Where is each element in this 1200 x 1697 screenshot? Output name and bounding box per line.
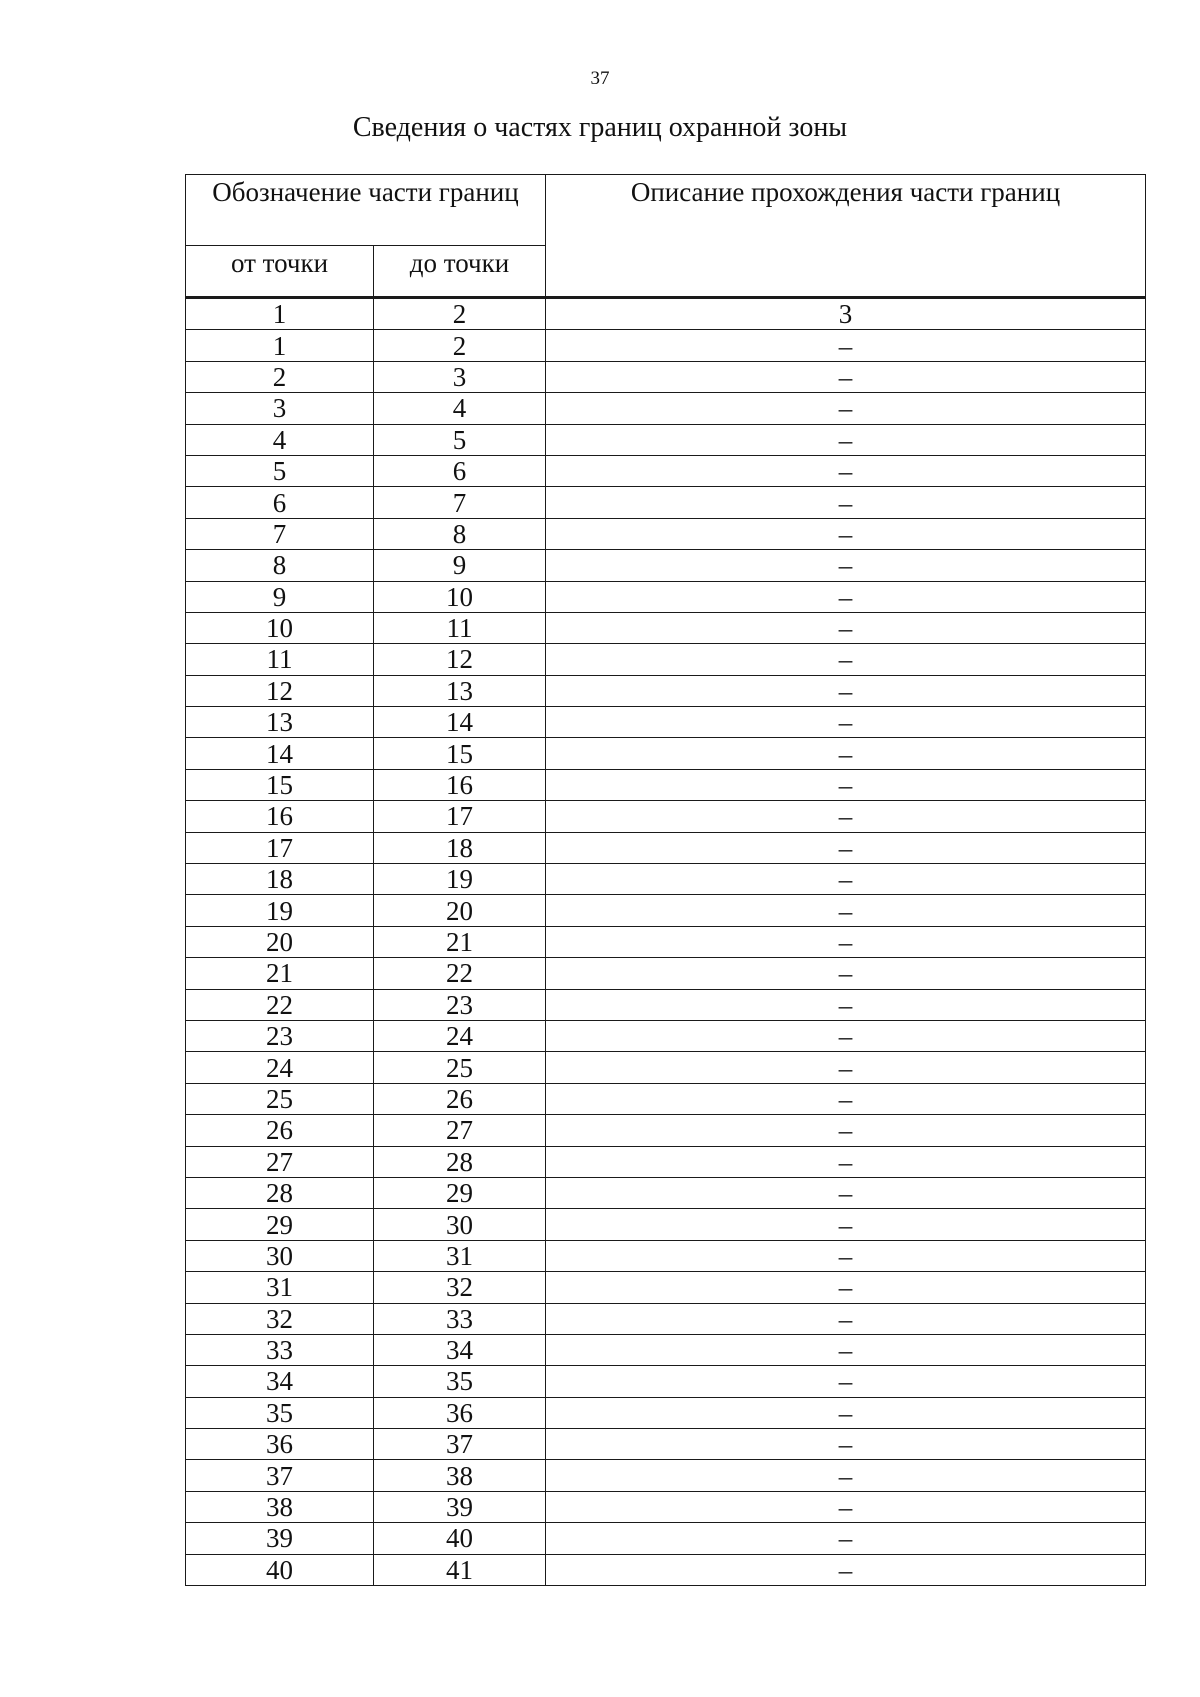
to-point-cell: 27	[374, 1115, 546, 1146]
column-index-row	[186, 298, 1146, 330]
table-row	[186, 1052, 1146, 1083]
table-row	[186, 801, 1146, 832]
table-row	[186, 926, 1146, 957]
header-to-point: до точки	[374, 246, 546, 298]
table-row	[186, 769, 1146, 800]
to-point-cell: 17	[374, 801, 546, 832]
description-cell: –	[546, 1491, 1146, 1522]
description-cell: –	[546, 864, 1146, 895]
from-point-cell: 18	[186, 864, 374, 895]
table-row	[186, 644, 1146, 675]
description-cell: –	[546, 1554, 1146, 1585]
table-header	[186, 175, 1146, 298]
from-point-cell: 26	[186, 1115, 374, 1146]
table-row	[186, 1240, 1146, 1271]
to-point-cell: 28	[374, 1146, 546, 1177]
description-cell: –	[546, 581, 1146, 612]
description-cell: –	[546, 487, 1146, 518]
to-point-cell: 25	[374, 1052, 546, 1083]
description-cell: –	[546, 1052, 1146, 1083]
from-point-cell: 22	[186, 989, 374, 1020]
from-point-cell: 19	[186, 895, 374, 926]
from-point-cell: 2	[186, 361, 374, 392]
from-point-cell: 28	[186, 1177, 374, 1208]
table-row	[186, 958, 1146, 989]
from-point-cell: 39	[186, 1523, 374, 1554]
table-row	[186, 1366, 1146, 1397]
from-point-cell: 29	[186, 1209, 374, 1240]
header-boundary-description: Описание прохождения части границ	[546, 175, 1146, 298]
to-point-cell: 20	[374, 895, 546, 926]
to-point-cell: 4	[374, 393, 546, 424]
table-row	[186, 518, 1146, 549]
from-point-cell: 31	[186, 1272, 374, 1303]
description-cell: –	[546, 1083, 1146, 1114]
from-point-cell: 5	[186, 455, 374, 486]
to-point-cell: 40	[374, 1523, 546, 1554]
to-point-cell: 6	[374, 455, 546, 486]
table-row	[186, 361, 1146, 392]
table-row	[186, 487, 1146, 518]
from-point-cell: 24	[186, 1052, 374, 1083]
to-point-cell: 13	[374, 675, 546, 706]
table-row	[186, 864, 1146, 895]
to-point-cell: 12	[374, 644, 546, 675]
from-point-cell: 30	[186, 1240, 374, 1271]
to-point-cell: 7	[374, 487, 546, 518]
description-cell: –	[546, 1240, 1146, 1271]
description-cell: –	[546, 393, 1146, 424]
to-point-cell: 22	[374, 958, 546, 989]
to-point-cell: 23	[374, 989, 546, 1020]
boundary-parts-table	[185, 174, 1146, 1586]
from-point-cell: 23	[186, 1020, 374, 1051]
to-point-cell: 39	[374, 1491, 546, 1522]
to-point-cell: 36	[374, 1397, 546, 1428]
from-point-cell: 37	[186, 1460, 374, 1491]
table-row	[186, 1177, 1146, 1208]
description-cell: –	[546, 675, 1146, 706]
description-cell: –	[546, 1523, 1146, 1554]
from-point-cell: 35	[186, 1397, 374, 1428]
to-point-cell: 14	[374, 707, 546, 738]
description-cell: –	[546, 550, 1146, 581]
description-cell: –	[546, 424, 1146, 455]
description-cell: –	[546, 1115, 1146, 1146]
description-cell: –	[546, 455, 1146, 486]
table-row	[186, 424, 1146, 455]
description-cell: –	[546, 1303, 1146, 1334]
from-point-cell: 40	[186, 1554, 374, 1585]
to-point-cell: 3	[374, 361, 546, 392]
from-point-cell: 10	[186, 612, 374, 643]
from-point-cell: 3	[186, 393, 374, 424]
from-point-cell: 8	[186, 550, 374, 581]
description-cell: –	[546, 1146, 1146, 1177]
table-row	[186, 989, 1146, 1020]
description-cell: –	[546, 958, 1146, 989]
from-point-cell: 14	[186, 738, 374, 769]
to-point-cell: 9	[374, 550, 546, 581]
to-point-cell: 37	[374, 1429, 546, 1460]
from-point-cell: 7	[186, 518, 374, 549]
table-body	[186, 298, 1146, 1586]
description-cell: –	[546, 895, 1146, 926]
table-row	[186, 738, 1146, 769]
table-row	[186, 612, 1146, 643]
to-point-cell: 33	[374, 1303, 546, 1334]
description-cell: –	[546, 1020, 1146, 1051]
document-title: Сведения о частях границ охранной зоны	[352, 112, 848, 143]
table-row	[186, 1460, 1146, 1491]
to-point-cell: 30	[374, 1209, 546, 1240]
to-point-cell: 11	[374, 612, 546, 643]
from-point-cell: 21	[186, 958, 374, 989]
to-point-cell: 35	[374, 1366, 546, 1397]
table-row	[186, 1523, 1146, 1554]
table-row	[186, 1429, 1146, 1460]
from-point-cell: 4	[186, 424, 374, 455]
to-point-cell: 34	[374, 1334, 546, 1365]
table-row	[186, 455, 1146, 486]
table-row	[186, 832, 1146, 863]
description-cell: –	[546, 738, 1146, 769]
description-cell: –	[546, 769, 1146, 800]
description-cell: –	[546, 330, 1146, 361]
page-number: 37	[590, 68, 610, 89]
to-point-cell: 2	[374, 330, 546, 361]
description-cell: –	[546, 612, 1146, 643]
from-point-cell: 12	[186, 675, 374, 706]
table-row	[186, 707, 1146, 738]
from-point-cell: 36	[186, 1429, 374, 1460]
from-point-cell: 32	[186, 1303, 374, 1334]
to-point-cell: 8	[374, 518, 546, 549]
description-cell: –	[546, 1334, 1146, 1365]
table-row	[186, 1020, 1146, 1051]
to-point-cell: 16	[374, 769, 546, 800]
description-cell: –	[546, 1209, 1146, 1240]
to-point-cell: 10	[374, 581, 546, 612]
table-row	[186, 330, 1146, 361]
description-cell: –	[546, 926, 1146, 957]
description-cell: –	[546, 1272, 1146, 1303]
to-point-cell: 29	[374, 1177, 546, 1208]
to-point-cell: 5	[374, 424, 546, 455]
description-cell: –	[546, 1460, 1146, 1491]
table-row	[186, 675, 1146, 706]
from-point-cell: 6	[186, 487, 374, 518]
from-point-cell: 38	[186, 1491, 374, 1522]
description-cell: –	[546, 518, 1146, 549]
from-point-cell: 16	[186, 801, 374, 832]
from-point-cell: 34	[186, 1366, 374, 1397]
table-row	[186, 1554, 1146, 1585]
table-row	[186, 393, 1146, 424]
description-cell: –	[546, 1366, 1146, 1397]
table-row	[186, 1397, 1146, 1428]
description-cell: –	[546, 1397, 1146, 1428]
table-row	[186, 895, 1146, 926]
table-row	[186, 1272, 1146, 1303]
description-cell: –	[546, 361, 1146, 392]
description-cell: –	[546, 801, 1146, 832]
table-row	[186, 1146, 1146, 1177]
table-row	[186, 1303, 1146, 1334]
to-point-cell: 26	[374, 1083, 546, 1114]
from-point-cell: 1	[186, 330, 374, 361]
table-row	[186, 1115, 1146, 1146]
table-row	[186, 581, 1146, 612]
to-point-cell: 31	[374, 1240, 546, 1271]
from-point-cell: 17	[186, 832, 374, 863]
to-point-cell: 18	[374, 832, 546, 863]
column-index-3: 3	[546, 298, 1146, 330]
table-row	[186, 550, 1146, 581]
table-row	[186, 1209, 1146, 1240]
table-row	[186, 1083, 1146, 1114]
from-point-cell: 13	[186, 707, 374, 738]
header-from-point: от точки	[186, 246, 374, 298]
description-cell: –	[546, 644, 1146, 675]
table-row	[186, 1491, 1146, 1522]
description-cell: –	[546, 1429, 1146, 1460]
to-point-cell: 19	[374, 864, 546, 895]
to-point-cell: 38	[374, 1460, 546, 1491]
from-point-cell: 9	[186, 581, 374, 612]
to-point-cell: 32	[374, 1272, 546, 1303]
from-point-cell: 20	[186, 926, 374, 957]
from-point-cell: 25	[186, 1083, 374, 1114]
column-index-1: 1	[186, 298, 374, 330]
from-point-cell: 15	[186, 769, 374, 800]
header-boundary-part-designation: Обозначение части границ	[186, 175, 546, 246]
to-point-cell: 24	[374, 1020, 546, 1051]
from-point-cell: 11	[186, 644, 374, 675]
to-point-cell: 21	[374, 926, 546, 957]
to-point-cell: 15	[374, 738, 546, 769]
description-cell: –	[546, 707, 1146, 738]
from-point-cell: 27	[186, 1146, 374, 1177]
to-point-cell: 41	[374, 1554, 546, 1585]
column-index-2: 2	[374, 298, 546, 330]
description-cell: –	[546, 989, 1146, 1020]
description-cell: –	[546, 832, 1146, 863]
from-point-cell: 33	[186, 1334, 374, 1365]
description-cell: –	[546, 1177, 1146, 1208]
table-row	[186, 1334, 1146, 1365]
